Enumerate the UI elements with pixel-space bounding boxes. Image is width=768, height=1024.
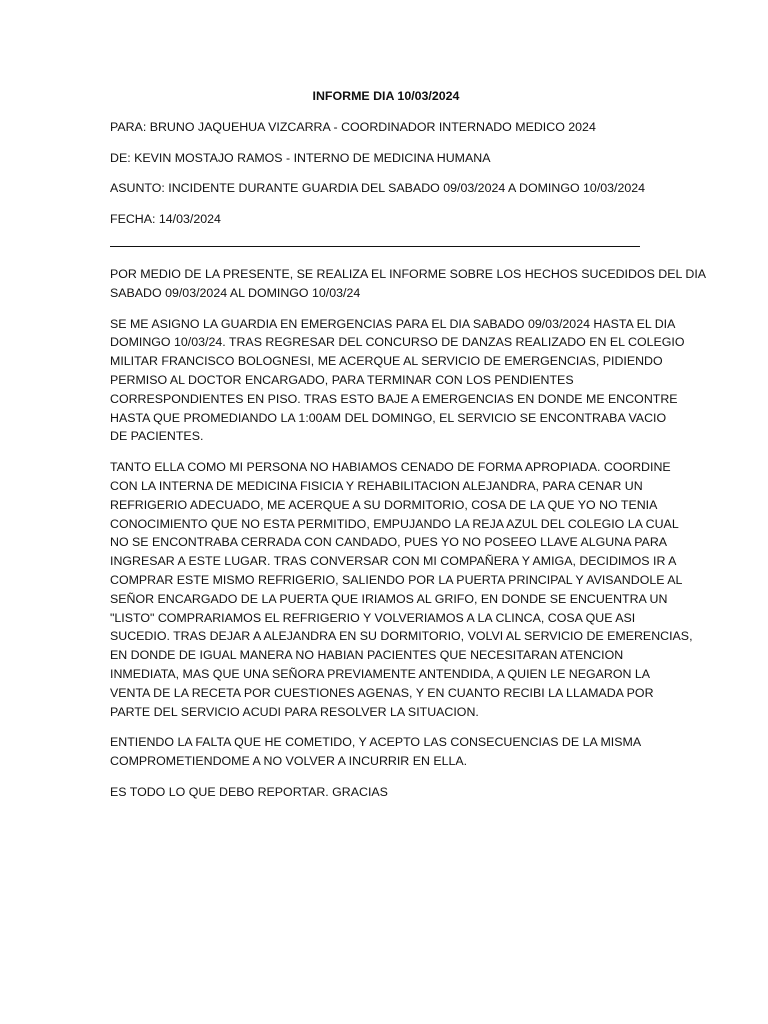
sender-line: DE: KEVIN MOSTAJO RAMOS - INTERNO DE MEDICINA HUMANA [110, 150, 491, 165]
paragraph-line: SUCEDIO. TRAS DEJAR A ALEJANDRA EN SU DORMITORIO, VOLVI AL SERVICIO DE EMERENCIAS, [110, 629, 693, 644]
paragraph-line: MILITAR FRANCISCO BOLOGNESI, ME ACERQUE AL SERVICIO DE EMERGENCIAS, PIDIENDO [110, 354, 663, 369]
paragraph-line: VENTA DE LA RECETA POR CUESTIONES AGENAS, Y EN CUANTO RECIBI LA LLAMADA POR [110, 685, 654, 700]
paragraph-line: REFRIGERIO ADECUADO, ME ACERQUE A SU DORMITORIO, COSA DE LA QUE YO NO TENIA [110, 497, 658, 512]
paragraph-line: HASTA QUE PROMEDIANDO LA 1:00AM DEL DOMINGO, EL SERVICIO SE ENCONTRABA VACIO [110, 410, 667, 425]
paragraph-line: SABADO 09/03/2024 AL DOMINGO 10/03/24 [110, 285, 361, 300]
report-paragraph [110, 458, 693, 721]
document-page [110, 87, 707, 814]
paragraph-line: TANTO ELLA COMO MI PERSONA NO HABIAMOS CENADO DE FORMA APROPIADA. COORDINE [110, 460, 671, 475]
paragraph-line: DOMINGO 10/03/24. TRAS REGRESAR DEL CONCURSO DE DANZAS REALIZADO EN EL COLEGIO [110, 335, 685, 350]
report-paragraph [110, 315, 685, 447]
paragraph-line: INMEDIATA, MAS QUE UNA SEÑORA PREVIAMENTE ANTENDIDA, A QUIEN LE NEGARON LA [110, 666, 651, 681]
paragraph-line: CON LA INTERNA DE MEDICINA FISICIA Y REHABILITACION ALEJANDRA, PARA CENAR UN [110, 478, 643, 493]
paragraph-line: COMPROMETIENDOME A NO VOLVER A INCURRIR EN ELLA. [110, 754, 468, 769]
paragraph-line: NO SE ENCONTRABA CERRADA CON CANDADO, PUES YO NO POSEEO LLAVE ALGUNA PARA [110, 535, 668, 550]
paragraph-line: ES TODO LO QUE DEBO REPORTAR. GRACIAS [110, 784, 388, 799]
paragraph-line: COMPRAR ESTE MISMO REFRIGERIO, SALIENDO POR LA PUERTA PRINCIPAL Y AVISANDOLE AL [110, 572, 683, 587]
paragraph-line: INGRESAR A ESTE LUGAR. TRAS CONVERSAR CON MI COMPAÑERA Y AMIGA, DECIDIMOS IR A [110, 554, 677, 569]
paragraph-line: PARTE DEL SERVICIO ACUDI PARA RESOLVER LA SITUACION. [110, 704, 479, 719]
recipient-line: PARA: BRUNO JAQUEHUA VIZCARRA - COORDINADOR INTERNADO MEDICO 2024 [110, 119, 596, 134]
date-line: FECHA: 14/03/2024 [110, 212, 221, 227]
paragraph-line: ENTIENDO LA FALTA QUE HE COMETIDO, Y ACEPTO LAS CONSECUENCIAS DE LA MISMA [110, 735, 642, 750]
paragraph-line: DE PACIENTES. [110, 429, 204, 444]
paragraph-line: CORRESPONDIENTES EN PISO. TRAS ESTO BAJE A EMERGENCIAS EN DONDE ME ENCONTRE [110, 391, 678, 406]
report-paragraph [110, 783, 670, 802]
paragraph-line: SEÑOR ENCARGADO DE LA PUERTA QUE IRIAMOS AL GRIFO, EN DONDE SE ENCUENTRA UN [110, 591, 668, 606]
paragraph-line: CONOCIMIENTO QUE NO ESTA PERMITIDO, EMPUJANDO LA REJA AZUL DEL COLEGIO LA CUAL [110, 516, 679, 531]
document-title: INFORME DIA 10/03/2024 [312, 89, 460, 103]
paragraph-line: "LISTO" COMPRARIAMOS EL REFRIGERIO Y VOLVERIAMOS A LA CLINCA, COSA QUE ASI [110, 610, 636, 625]
report-paragraph [110, 265, 707, 303]
report-body [110, 265, 707, 802]
separator-line [110, 246, 640, 247]
paragraph-line: EN DONDE DE IGUAL MANERA NO HABIAN PACIENTES QUE NECESITARAN ATENCION [110, 648, 624, 663]
report-paragraph [110, 733, 670, 771]
subject-line: ASUNTO: INCIDENTE DURANTE GUARDIA DEL SABADO 09/03/2024 A DOMINGO 10/03/2024 [110, 181, 646, 196]
paragraph-line: POR MEDIO DE LA PRESENTE, SE REALIZA EL INFORME SOBRE LOS HECHOS SUCEDIDOS DEL DIA [110, 266, 707, 281]
paragraph-line: SE ME ASIGNO LA GUARDIA EN EMERGENCIAS PARA EL DIA SABADO 09/03/2024 HASTA EL DIA [110, 316, 676, 331]
paragraph-line: PERMISO AL DOCTOR ENCARGADO, PARA TERMINAR CON LOS PENDIENTES [110, 372, 574, 387]
